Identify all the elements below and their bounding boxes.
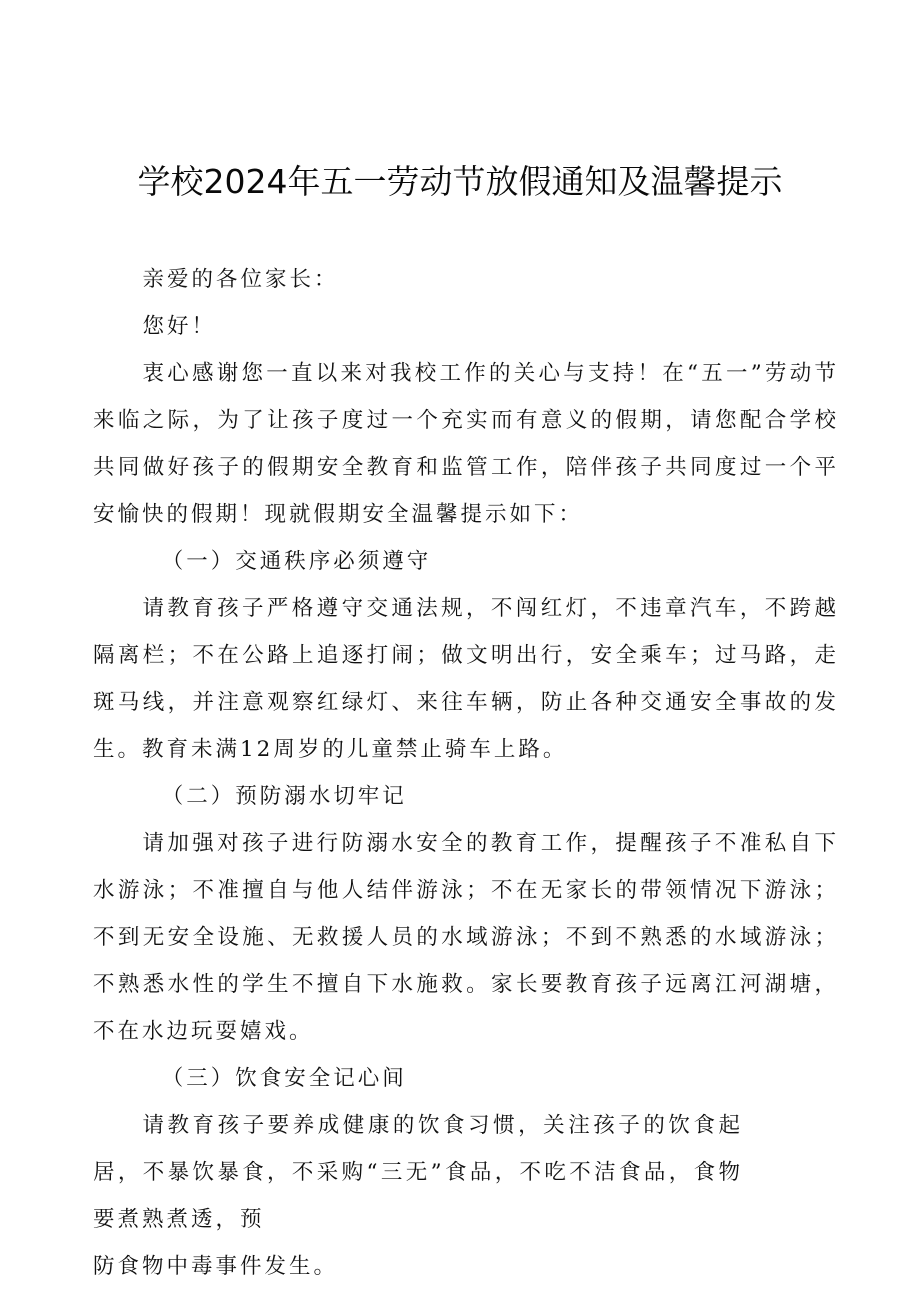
- section-body-drowning: 请加强对孩子进行防溺水安全的教育工作，提醒孩子不准私自下水游泳；不准擅自与他人结伴游泳；不在无家长的带领情况下游泳；不到无安全设施、无救援人员的水域游泳；不到不熟悉的水域游泳；不熟悉水性的学生不擅自下水施救。家长要教育孩子远离江河湖塘，不在水边玩耍嬉戏。: [93, 831, 839, 1044]
- document-body: [93, 256, 839, 1290]
- section-body-food-line1: 请教育孩子要养成健康的饮食习惯，关注孩子的饮食起居，不暴饮暴食，不采购“三无”食品，不吃不洁食品，食物要煮熟煮透，预: [93, 1113, 743, 1232]
- section-heading-drowning: （二）预防溺水切牢记: [161, 784, 407, 809]
- document-title: 学校2024年五一劳动节放假通知及温馨提示: [137, 162, 783, 201]
- intro-paragraph: 衷心感谢您一直以来对我校工作的关心与支持！在“五一”劳动节来临之际，为了让孩子度过一个充实而有意义的假期，请您配合学校共同做好孩子的假期安全教育和监管工作，陪伴孩子共同度过一个平安愉快的假期！现就假期安全温馨提示如下：: [93, 361, 839, 527]
- greeting: 您好！: [142, 314, 216, 339]
- section-heading-food: （三）饮食安全记心间: [161, 1066, 407, 1091]
- section-heading-traffic: （一）交通秩序必须遵守: [161, 549, 432, 574]
- section-body-traffic: 请教育孩子严格遵守交通法规，不闯红灯，不违章汽车，不跨越隔离栏；不在公路上追逐打闹；做文明出行，安全乘车；过马路，走斑马线，并注意观察红绿灯、来往车辆，防止各种交通安全事故的发生。教育未满12周岁的儿童禁止骑车上路。: [93, 596, 839, 762]
- section-body-food-line2: 防食物中毒事件发生。: [93, 1254, 339, 1279]
- salutation: 亲爱的各位家长：: [142, 267, 339, 292]
